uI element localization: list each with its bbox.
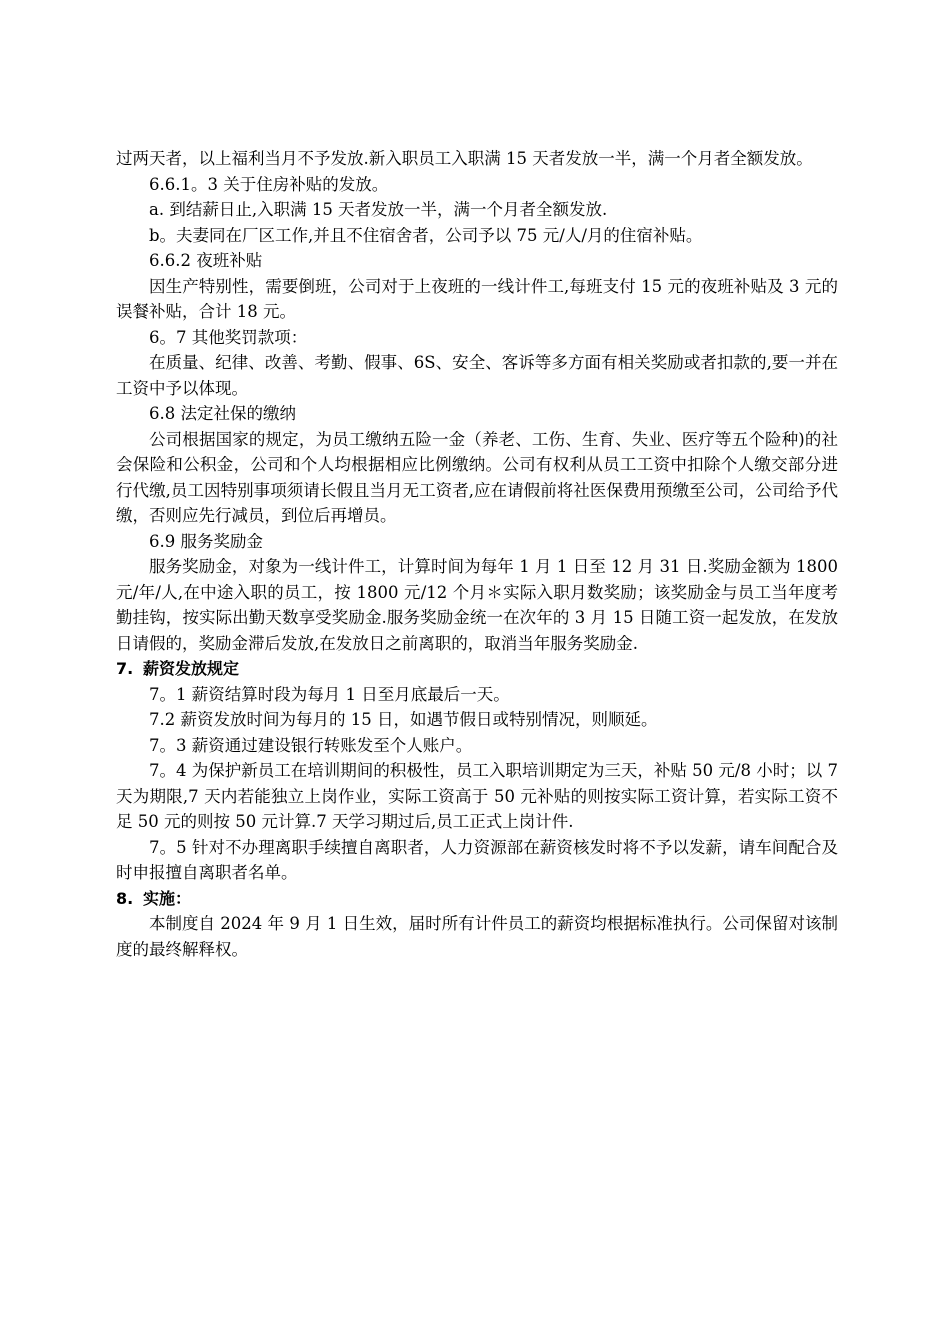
section-7-heading (116, 656, 838, 682)
housing-rule-b: b。夫妻同在厂区工作,并且不住宿舍者，公司予以 75 元/人/月的住宿补贴。 (149, 225, 703, 245)
night-shift-paragraph: 因生产特别性，需要倒班，公司对于上夜班的一线计件工,每班支付 15 元的夜班补贴及 3 元的误餐补贴，合计 18 元。 (116, 276, 838, 321)
section-6-9-title: 6.9 服务奖励金 (149, 531, 263, 551)
section-6-6-2-title: 6.6.2 夜班补贴 (149, 251, 263, 270)
housing-rule-a: a. 到结薪日止,入职满 15 天者发放一半，满一个月者全额发放. (149, 200, 608, 219)
section-7-title: 薪资发放规定 (143, 659, 240, 678)
social-insurance-paragraph: 公司根据国家的规定，为员工缴纳五险一金（养老、工伤、生育、失业、医疗等五个险种)的社会保险和公积金，公司和个人均根据相应比例缴纳。公司有权利从员工工资中扣除个人缴交部分进行代缴,员工因特别事项须请长假且当月无工资者,应在请假前将社医保费用预缴至公司，公司给予代缴，否则应先行减员，到位后再增员。 (116, 429, 838, 525)
section-6-8-title: 6.8 法定社保的缴纳 (149, 404, 296, 423)
service-bonus-paragraph: 服务奖励金，对象为一线计件工，计算时间为每年 1 月 1 日至 12 月 31 日.奖励金额为 1800 元/年/人,在中途入职的员工，按 1800 元/12 个月＊实际入职月数奖励；该奖励金与员工当年度考勤挂钩，按实际出勤天数享受奖励金.服务奖励金统一在次年的 3 月 15 日随工资一起发放，在发放日请假的，奖励金滞后发放,在发放日之前离职的，取消当年服务奖励金. (116, 557, 838, 653)
section-6-6-1-3-title: 6.6.1。3 关于住房补贴的发放。 (149, 174, 389, 194)
payroll-rule-7-2: 7.2 薪资发放时间为每月的 15 日，如遇节假日或特别情况，则顺延。 (149, 710, 658, 729)
section-8-title: 实施： (143, 888, 192, 908)
payroll-rule-7-3: 7。3 薪资通过建设银行转账发至个人账户。 (149, 735, 473, 755)
payroll-rule-7-4: 7。4 为保护新员工在培训期间的积极性，员工入职培训期定为三天，补贴 50 元/8 小时；以 7 天为期限,7 天内若能独立上岗作业，实际工资高于 50 元补贴的则按实际工资计算，若实际工资不足 50 元的则按 50 元计算.7 天学习期过后,员工正式上岗计件. (116, 761, 838, 831)
section-8-heading (116, 886, 838, 912)
section-6-7-title: 6。7 其他奖罚款项： (149, 327, 308, 347)
payroll-rule-7-1: 7。1 薪资结算时段为每月 1 日至月底最后一天。 (149, 684, 510, 704)
implementation-paragraph: 本制度自 2024 年 9 月 1 日生效，届时所有计件员工的薪资均根据标准执行。公司保留对该制度的最终解释权。 (116, 914, 838, 959)
rewards-penalties-paragraph: 在质量、纪律、改善、考勤、假事、6S、安全、客诉等多方面有相关奖励或者扣款的,要一并在工资中予以体现。 (116, 353, 838, 398)
section-8-number: 8. (116, 888, 134, 908)
paragraph-welfare-continued: 过两天者，以上福利当月不予发放.新入职员工入职满 15 天者发放一半，满一个月者全额发放。 (116, 149, 813, 168)
document-body (116, 146, 838, 962)
payroll-rule-7-5: 7。5 针对不办理离职手续擅自离职者，人力资源部在薪资核发时将不予以发薪，请车间配合及时申报擅自离职者名单。 (116, 837, 838, 882)
section-7-number: 7. (116, 659, 134, 678)
